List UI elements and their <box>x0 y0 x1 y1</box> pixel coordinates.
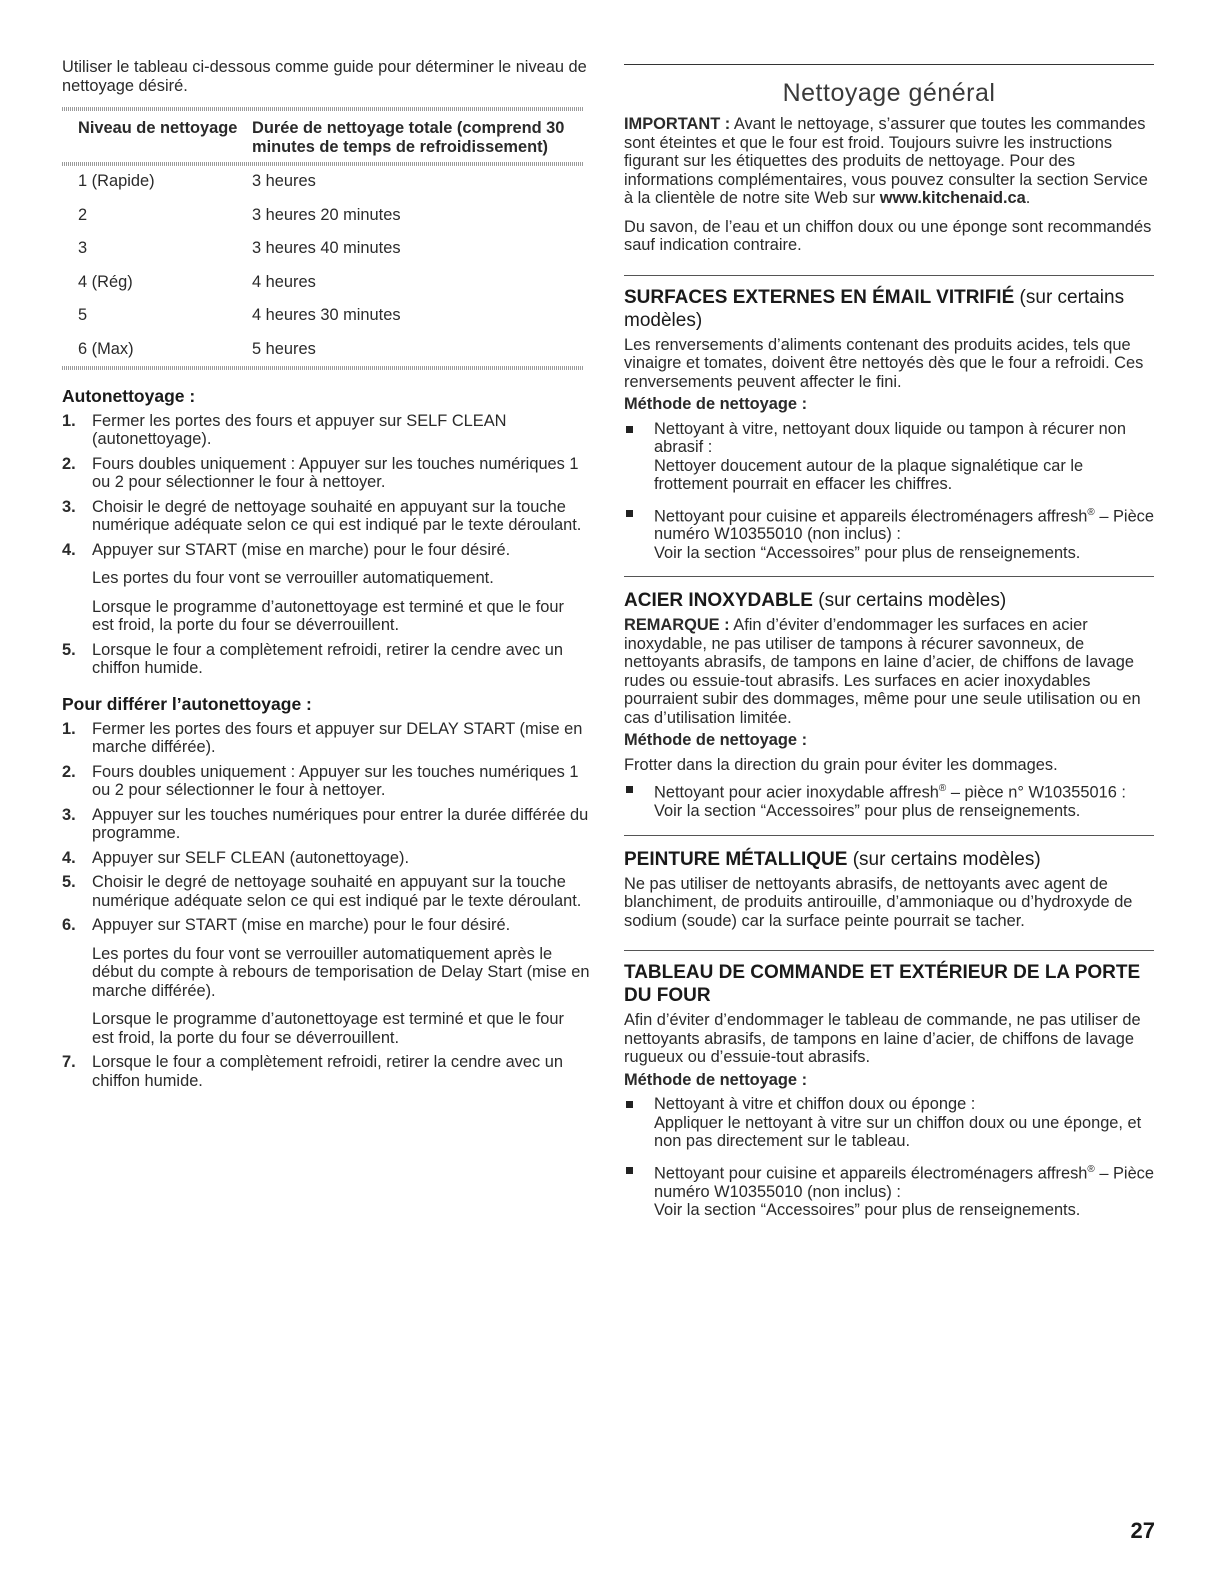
list-item <box>62 873 590 910</box>
step-number: 3. <box>62 497 76 516</box>
list-item <box>62 720 590 757</box>
intro-text: Utiliser le tableau ci-dessous comme guide pour déterminer le niveau de nettoyage désiré. <box>62 58 587 95</box>
bullet-icon <box>624 1095 654 1151</box>
step-number: 6. <box>62 916 76 934</box>
bullet-text-b: – Pièce numéro W10355010 (non inclus) : <box>654 506 1154 544</box>
email-bullets <box>624 420 1154 563</box>
important-text: Avant le nettoyage, s’assurer que toutes les commandes sont éteintes et que le four est froid. Toujours suivre les instructions figurant sur les étiquettes des produits de nettoyage. Pour des informations complémentaires, vous pouvez consulter la section Service à la clientèle de notre site Web sur <box>624 115 1148 207</box>
step-text: Appuyer sur START (mise en marche) pour le four désiré. <box>92 916 511 934</box>
table-row <box>62 206 584 240</box>
step-text: Fermer les portes des fours et appuyer sur DELAY START (mise en marche différée). <box>92 719 583 756</box>
table-cell: 4 heures 30 minutes <box>252 306 401 324</box>
bullet-icon <box>624 504 654 563</box>
list-item <box>624 780 1154 820</box>
section-rule <box>624 835 1154 836</box>
tableau-heading <box>624 961 1154 1007</box>
remark-text: Afin d’éviter d’endommager les surfaces en acier inoxydable, ne pas utiliser de tampons à récurer savonneux, de nettoyants abrasifs, de tampons en laine d’acier, de chiffons de lavage rudes ou essuie-tout abrasifs. Les surfaces en acier inoxydables pourraient subir des dommages, même pour une seule utilisation ou en cas d’utilisation limitée. <box>624 616 1141 727</box>
list-item <box>62 916 590 1047</box>
peinture-heading <box>624 848 1154 871</box>
step-text: Appuyer sur les touches numériques pour entrer la durée différée du programme. <box>92 805 589 842</box>
table-header-row <box>62 111 584 162</box>
heading-bold: PEINTURE MÉTALLIQUE <box>624 848 848 870</box>
step-number: 5. <box>62 640 76 659</box>
left-column <box>62 58 590 1096</box>
table-header-level: Niveau de nettoyage <box>78 119 238 137</box>
step-text: Appuyer sur SELF CLEAN (autonettoyage). <box>92 848 410 867</box>
cleaning-level-table <box>62 107 584 370</box>
list-item <box>62 763 590 800</box>
bullet-text: Nettoyant à vitre, nettoyant doux liquide ou tampon à récurer non abrasif : <box>654 419 1126 456</box>
important-label: IMPORTANT : <box>624 115 731 133</box>
differer-steps <box>62 720 590 1091</box>
bullet-icon <box>624 420 654 494</box>
savon-paragraph: Du savon, de l’eau et un chiffon doux ou une éponge sont recommandés sauf indication contraire. <box>624 217 1152 254</box>
step-text: Lorsque le programme d’autonettoyage est terminé et que le four est froid, la porte du four se déverrouillent. <box>92 1010 564 1047</box>
section-rule <box>624 275 1154 276</box>
heading-bold: ACIER INOXYDABLE <box>624 590 813 612</box>
step-number: 4. <box>62 848 76 867</box>
list-item <box>62 498 590 535</box>
right-column <box>624 58 1154 1230</box>
table-cell: 3 heures 40 minutes <box>252 239 401 257</box>
inox-bullets <box>624 780 1154 820</box>
step-text: Lorsque le programme d’autonettoyage est terminé et que le four est froid, la porte du four se déverrouillent. <box>92 597 564 634</box>
table-header-duration: Durée de nettoyage totale (comprend 30 minutes de temps de refroidissement) <box>252 119 565 156</box>
step-text: Choisir le degré de nettoyage souhaité en appuyant sur la touche numérique adéquate selon ce qui est indiqué par le texte déroulant. <box>92 873 582 910</box>
step-text: Les portes du four vont se verrouiller automatiquement après le début du compte à rebours de temporisation de Delay Start (mise en marche différée). <box>92 944 590 1000</box>
bullet-text: Nettoyer doucement autour de la plaque signalétique car le frottement pourrait en effacer les chiffres. <box>654 456 1084 493</box>
step-text: Choisir le degré de nettoyage souhaité en appuyant sur la touche numérique adéquate selon ce qui est indiqué par le texte déroulant. <box>92 497 582 534</box>
table-cell: 3 heures 20 minutes <box>252 205 401 224</box>
website-link[interactable]: www.kitchenaid.ca <box>879 189 1026 207</box>
list-item <box>62 1053 590 1090</box>
section-rule <box>624 576 1154 577</box>
method-heading: Méthode de nettoyage : <box>624 731 808 750</box>
heading-bold: SURFACES EXTERNES EN ÉMAIL VITRIFIÉ <box>624 286 1015 308</box>
bullet-text-a: Nettoyant pour acier inoxydable affresh <box>654 783 939 802</box>
step-text: Lorsque le four a complètement refroidi, retirer la cendre avec un chiffon humide. <box>92 640 564 677</box>
table-cell: 5 <box>78 306 88 324</box>
heading-rest: (sur certains modèles) <box>812 590 1007 612</box>
table-divider-bottom <box>62 366 584 370</box>
list-item <box>624 504 1154 563</box>
method-heading: Méthode de nettoyage : <box>624 1070 808 1089</box>
bullet-text: Voir la section “Accessoires” pour plus de renseignements. <box>654 802 1081 821</box>
list-item <box>62 541 590 635</box>
table-row <box>62 239 584 273</box>
table-cell: 3 <box>78 239 88 257</box>
bullet-text-a: Nettoyant pour cuisine et appareils électroménagers affresh <box>654 506 1088 525</box>
bullet-icon <box>624 1161 654 1220</box>
bullet-icon <box>624 780 654 820</box>
step-text: Fermer les portes des fours et appuyer sur SELF CLEAN (autonettoyage). <box>92 411 507 448</box>
peinture-text: Ne pas utiliser de nettoyants abrasifs, de nettoyants avec agent de blanchiment, de produits antirouille, d’ammoniaque ou d’hydroxyde de sodium (soude) car la surface peinte pourrait se tacher. <box>624 874 1133 930</box>
bullet-text <box>654 780 1154 802</box>
inox-text: Frotter dans la direction du grain pour éviter les dommages. <box>624 755 1058 774</box>
step-text: Fours doubles uniquement : Appuyer sur les touches numériques 1 ou 2 pour sélectionner le four à nettoyer. <box>92 762 579 799</box>
step-number: 1. <box>62 411 76 430</box>
step-number: 4. <box>62 540 76 559</box>
bullet-text: Voir la section “Accessoires” pour plus de renseignements. <box>654 543 1081 562</box>
list-item <box>62 455 590 492</box>
method-heading: Méthode de nettoyage : <box>624 395 808 413</box>
step-number: 7. <box>62 1053 76 1071</box>
step-text: Fours doubles uniquement : Appuyer sur les touches numériques 1 ou 2 pour sélectionner le four à nettoyer. <box>92 454 579 491</box>
bullet-text-b: – pièce n° W10355016 : <box>946 783 1126 802</box>
heading-rest: (sur certains modèles) <box>624 286 1125 331</box>
bullet-text-b: – Pièce numéro W10355010 (non inclus) : <box>654 1164 1154 1201</box>
inox-heading <box>624 589 1154 612</box>
page-number: 27 <box>1130 1518 1155 1543</box>
section-rule <box>624 950 1154 951</box>
list-item <box>624 1161 1154 1220</box>
table-cell: 1 (Rapide) <box>78 172 155 190</box>
registered-mark: ® <box>1087 506 1095 518</box>
differer-heading: Pour différer l’autonettoyage : <box>62 693 312 714</box>
step-text: Les portes du four vont se verrouiller automatiquement. <box>92 569 494 587</box>
registered-mark: ® <box>1087 1163 1095 1175</box>
table-row <box>62 340 584 362</box>
table-cell: 3 heures <box>252 172 316 190</box>
table-cell: 4 heures <box>252 272 316 291</box>
heading-rest: (sur certains modèles) <box>847 848 1041 870</box>
tableau-bullets <box>624 1095 1154 1219</box>
section-rule <box>624 64 1154 65</box>
autonettoyage-steps <box>62 412 590 678</box>
important-end: . <box>1025 189 1031 207</box>
bullet-text: Nettoyant à vitre et chiffon doux ou éponge : <box>654 1095 976 1114</box>
step-text: Appuyer sur START (mise en marche) pour le four désiré. <box>92 540 511 559</box>
list-item <box>62 412 590 449</box>
table-cell: 4 (Rég) <box>78 272 133 291</box>
email-text: Les renversements d’aliments contenant des produits acides, tels que vinaigre et tomates, doivent être nettoyés dès que le four a refroidi. Ces renversements peuvent affecter le fini. <box>624 335 1144 391</box>
list-item <box>62 806 590 843</box>
list-item <box>624 1095 1154 1151</box>
bullet-text: Voir la section “Accessoires” pour plus de renseignements. <box>654 1201 1081 1220</box>
step-number: 1. <box>62 719 76 738</box>
heading-bold: TABLEAU DE COMMANDE ET EXTÉRIEUR DE LA PORTE DU FOUR <box>624 962 1141 1007</box>
section-title: Nettoyage général <box>782 79 996 107</box>
step-number: 5. <box>62 873 76 891</box>
autonettoyage-heading: Autonettoyage : <box>62 385 196 406</box>
email-heading <box>624 286 1154 332</box>
list-item <box>62 641 590 678</box>
table-row <box>62 172 584 206</box>
table-row <box>62 273 584 307</box>
remark-label: REMARQUE : <box>624 616 730 635</box>
tableau-text: Afin d’éviter d’endommager le tableau de commande, ne pas utiliser de nettoyants abrasifs, de tampons en laine d’acier, de chiffons de lavage rugueux ou d’essuie-tout abrasifs. <box>624 1011 1141 1067</box>
table-row <box>62 306 584 340</box>
registered-mark: ® <box>938 783 947 795</box>
step-number: 2. <box>62 454 76 473</box>
bullet-text <box>654 504 1154 544</box>
bullet-text <box>654 1161 1154 1201</box>
table-cell: 5 heures <box>252 339 316 358</box>
list-item <box>62 849 590 868</box>
important-paragraph <box>624 115 1154 208</box>
table-cell: 2 <box>78 205 88 224</box>
remark-paragraph <box>624 616 1154 727</box>
step-number: 2. <box>62 762 76 781</box>
step-number: 3. <box>62 805 76 824</box>
bullet-text: Appliquer le nettoyant à vitre sur un chiffon doux ou une éponge, et non pas directement sur le tableau. <box>654 1113 1142 1151</box>
list-item <box>624 420 1154 494</box>
table-body <box>62 166 584 366</box>
bullet-text-a: Nettoyant pour cuisine et appareils électroménagers affresh <box>654 1164 1088 1183</box>
table-cell: 6 (Max) <box>78 339 134 358</box>
step-text: Lorsque le four a complètement refroidi, retirer la cendre avec un chiffon humide. <box>92 1053 564 1090</box>
